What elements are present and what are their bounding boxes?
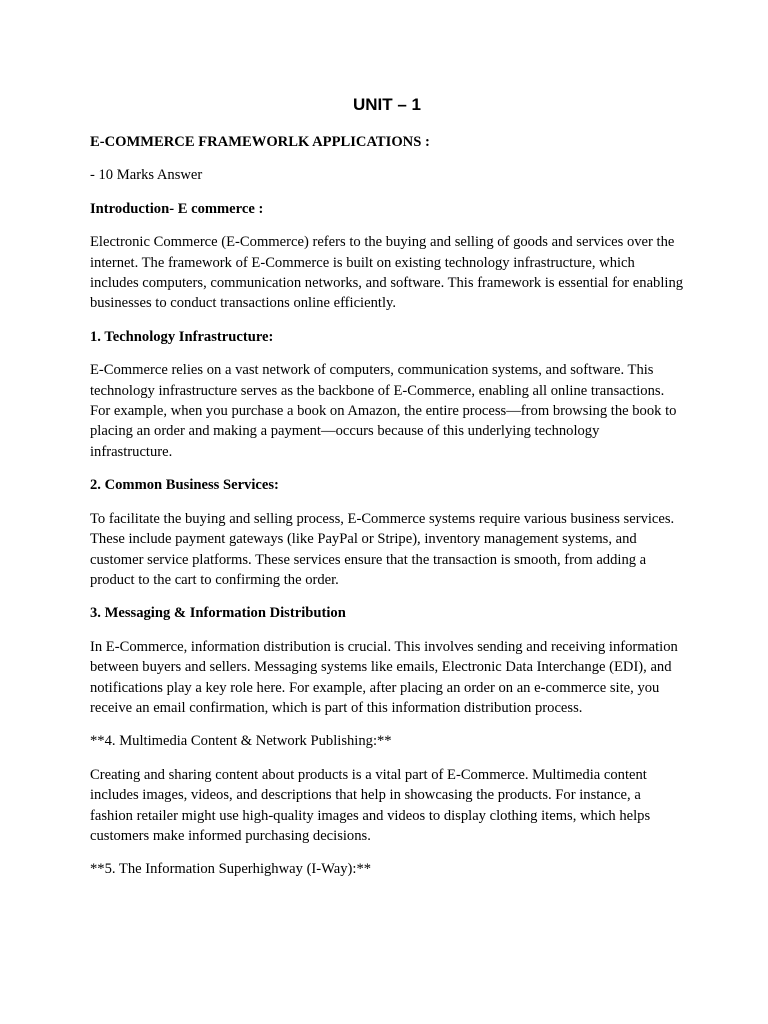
section-text-multimedia: Creating and sharing content about products is a vital part of E-Commerce. Multimedia content includes images, videos, and descriptions that help in showcasing the products. For instance, a fashion retailer might use high-quality images and videos to display clothing items, which helps customers make informed purchasing decisions. bbox=[90, 766, 651, 844]
document-body bbox=[90, 94, 684, 893]
section-text-technology-infrastructure: E-Commerce relies on a vast network of computers, communication systems, and software. This technology infrastructure serves as the backbone of E-Commerce, enabling all online transactions. For example, when you purchase a book on Amazon, the entire process—from browsing the book to placing an order and making a payment—occurs because of this underlying technology infrastructure. bbox=[90, 362, 677, 460]
intro-heading: Introduction- E commerce : bbox=[90, 200, 264, 217]
intro-paragraph: Electronic Commerce (E-Commerce) refers to the buying and selling of goods and services over the internet. The framework of E-Commerce is built on existing technology infrastructure, which includes computers, communication networks, and software. This framework is essential for enabling businesses to conduct transactions online efficiently. bbox=[90, 234, 684, 312]
section-heading-information-superhighway: **5. The Information Superhighway (I-Way):** bbox=[90, 861, 372, 878]
section-heading-technology-infrastructure: 1. Technology Infrastructure: bbox=[90, 328, 274, 345]
section-heading-common-business-services: 2. Common Business Services: bbox=[90, 477, 279, 494]
page-title: UNIT – 1 bbox=[352, 95, 422, 114]
marks-note: - 10 Marks Answer bbox=[90, 167, 203, 184]
section-text-messaging: In E-Commerce, information distribution is crucial. This involves sending and receiving information between buyers and sellers. Messaging systems like emails, Electronic Data Interchange (EDI), and notifications play a key role here. For example, after placing an order on an e-commerce site, you receive an email confirmation, which is part of this information distribution process. bbox=[90, 638, 678, 716]
document-subtitle: E-COMMERCE FRAMEWORLK APPLICATIONS : bbox=[90, 134, 430, 150]
section-text-common-business-services: To facilitate the buying and selling process, E-Commerce systems require various business services. These include payment gateways (like PayPal or Stripe), inventory management systems, and customer service platforms. These services ensure that the transaction is smooth, from adding a product to the cart to confirming the order. bbox=[90, 510, 675, 588]
section-heading-multimedia: **4. Multimedia Content & Network Publishing:** bbox=[90, 733, 392, 750]
section-heading-messaging: 3. Messaging & Information Distribution bbox=[90, 605, 346, 622]
